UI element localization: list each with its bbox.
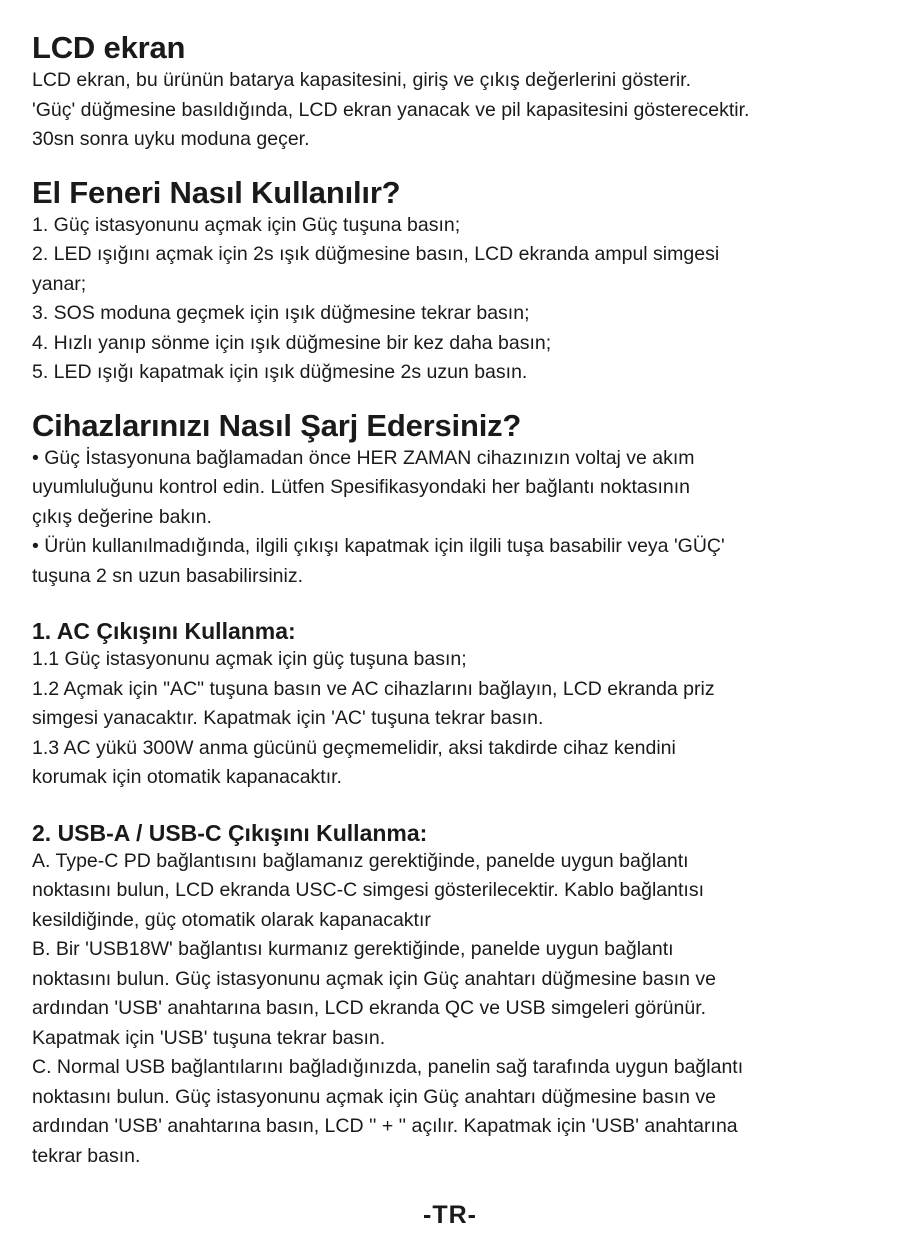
paragraph-line: 3. SOS moduna geçmek için ışık düğmesine tekrar basın; — [32, 302, 530, 324]
paragraph-line: çıkış değerine bakın. — [32, 505, 212, 528]
paragraph-line: 5. LED ışığı kapatmak için ışık düğmesine 2s uzun basın. — [32, 361, 528, 383]
paragraph-line: noktasını bulun. Güç istasyonunu açmak için Güç anahtarı düğmesine basın ve — [32, 1085, 716, 1108]
paragraph-line: 'Güç' düğmesine basıldığında, LCD ekran yanacak ve pil kapasitesini gösterecektir. — [32, 98, 750, 121]
paragraph-line: yanar; — [32, 272, 87, 295]
document-page — [32, 30, 882, 1171]
section-heading: Cihazlarınızı Nasıl Şarj Edersiniz? — [32, 407, 522, 443]
section-ac-cikisi — [32, 617, 882, 793]
page-language-footer: -TR- — [423, 1201, 477, 1229]
section-heading: LCD ekran — [32, 30, 186, 65]
paragraph-line: tuşuna 2 sn uzun basabilirsiniz. — [32, 564, 303, 587]
paragraph-line: • Ürün kullanılmadığında, ilgili çıkışı kapatmak için ilgili tuşa basabilir veya 'GÜÇ' — [32, 535, 725, 557]
section-lcd-ekran — [32, 30, 882, 155]
paragraph-line: kesildiğinde, güç otomatik olarak kapanacaktır — [32, 908, 431, 931]
paragraph-line: 1.1 Güç istasyonunu açmak için güç tuşuna basın; — [32, 648, 467, 670]
section-sarj — [32, 408, 882, 592]
paragraph-line: 1.2 Açmak için "AC" tuşuna basın ve AC cihazlarını bağlayın, LCD ekranda priz — [32, 677, 715, 700]
paragraph-line: • Güç İstasyonuna bağlamadan önce HER ZAMAN cihazınızın voltaj ve akım — [32, 446, 695, 469]
paragraph-line: 4. Hızlı yanıp sönme için ışık düğmesine bir kez daha basın; — [32, 331, 552, 354]
paragraph-line: 2. LED ışığını açmak için 2s ışık düğmesine basın, LCD ekranda ampul simgesi — [32, 243, 720, 265]
paragraph-line: tekrar basın. — [32, 1144, 141, 1167]
section-heading: 2. USB-A / USB-C Çıkışını Kullanma: — [32, 819, 428, 846]
paragraph-line: ardından 'USB' anahtarına basın, LCD ekranda QC ve USB simgeleri görünür. — [32, 997, 707, 1019]
section-usb-cikisi — [32, 819, 882, 1172]
paragraph-line: noktasını bulun. Güç istasyonunu açmak için Güç anahtarı düğmesine basın ve — [32, 967, 716, 990]
paragraph-line: A. Type-C PD bağlantısını bağlamanız gerektiğinde, panelde uygun bağlantı — [32, 849, 689, 872]
paragraph-line: ardından 'USB' anahtarına basın, LCD '' + '' açılır. Kapatmak için 'USB' anahtarına — [32, 1115, 738, 1137]
paragraph-line: C. Normal USB bağlantılarını bağladığınızda, panelin sağ tarafında uygun bağlantı — [32, 1056, 744, 1078]
section-el-feneri — [32, 175, 882, 388]
paragraph-line: noktasını bulun, LCD ekranda USC-C simgesi gösterilecektir. Kablo bağlantısı — [32, 879, 704, 901]
paragraph-line: simgesi yanacaktır. Kapatmak için 'AC' tuşuna tekrar basın. — [32, 707, 544, 729]
section-heading: 1. AC Çıkışını Kullanma: — [32, 618, 296, 644]
paragraph-line: 1.3 AC yükü 300W anma gücünü geçmemelidir, aksi takdirde cihaz kendini — [32, 736, 676, 759]
paragraph-line: 30sn sonra uyku moduna geçer. — [32, 128, 310, 150]
paragraph-line: 1. Güç istasyonunu açmak için Güç tuşuna basın; — [32, 213, 461, 236]
paragraph-line: korumak için otomatik kapanacaktır. — [32, 766, 342, 788]
section-heading: El Feneri Nasıl Kullanılır? — [32, 174, 401, 210]
paragraph-line: LCD ekran, bu ürünün batarya kapasitesini, giriş ve çıkış değerlerini gösterir. — [32, 69, 691, 91]
paragraph-line: uyumluluğunu kontrol edin. Lütfen Spesifikasyondaki her bağlantı noktasının — [32, 476, 691, 498]
paragraph-line: B. Bir 'USB18W' bağlantısı kurmanız gerektiğinde, panelde uygun bağlantı — [32, 938, 674, 960]
paragraph-line: Kapatmak için 'USB' tuşuna tekrar basın. — [32, 1026, 386, 1049]
